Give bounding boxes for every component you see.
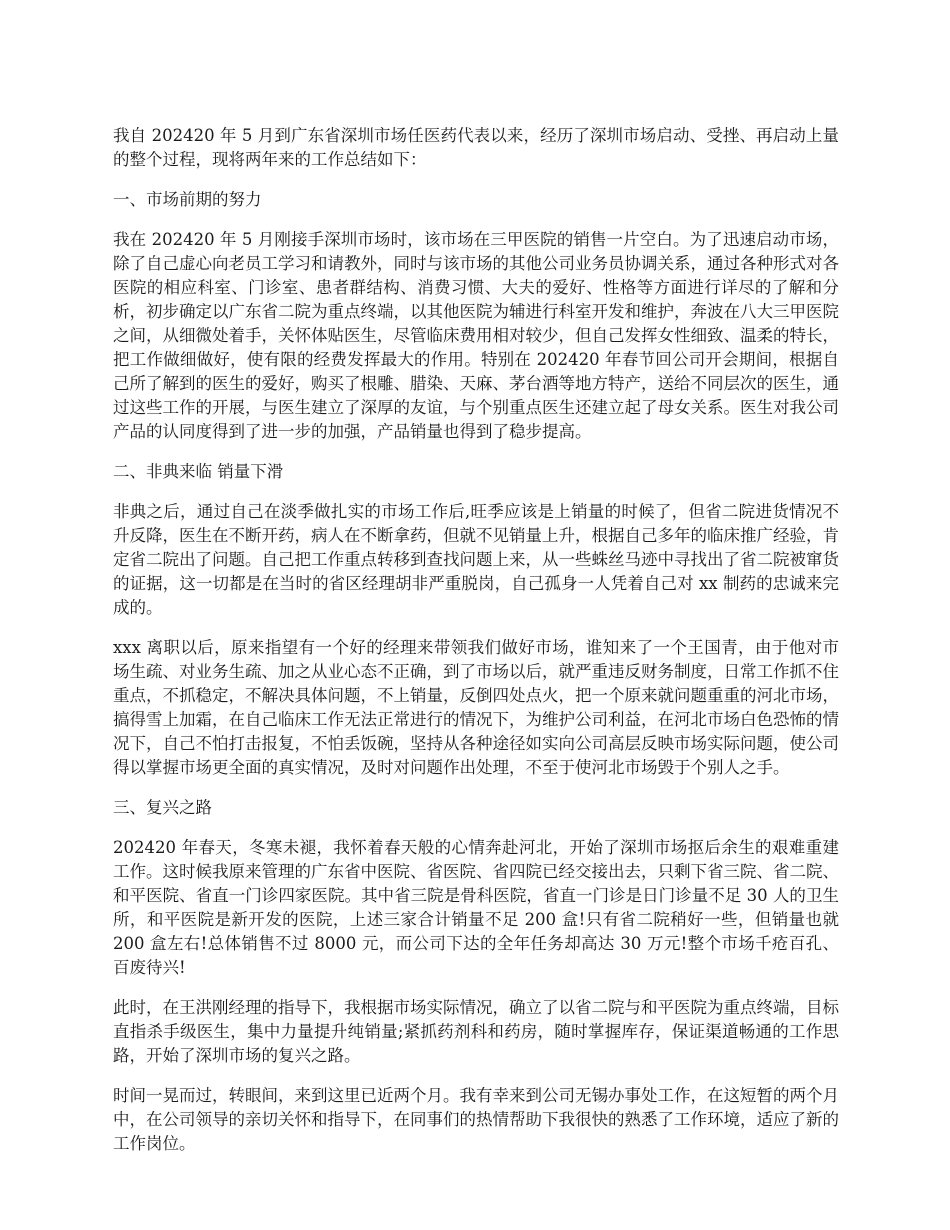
section-1-heading: 一、市场前期的努力 <box>113 190 262 209</box>
section-3-paragraph-2: 此时，在王洪刚经理的指导下，我根据市场实际情况，确立了以省二院与和平医院为重点终端，目标直指杀手级医生，集中力量提升纯销量;紧抓药剂科和药房，随时掌握库存，保证渠道畅通的工作思路，开始了深圳市场的复兴之路。 <box>113 998 839 1065</box>
section-2-paragraph-2: xxx 离职以后，原来指望有一个好的经理来带领我们做好市场，谁知来了一个王国青，由于他对市场生疏、对业务生疏、加之从业心态不正确，到了市场以后，就严重违反财务制度，日常工作抓不住重点，不抓稳定，不解决具体问题，不上销量，反倒四处点火，把一个原来就问题重重的河北市场，搞得雪上加霜，在自己临床工作无法正常进行的情况下，为维护公司利益，在河北市场白色恐怖的情况下，自己不怕打击报复，不怕丢饭碗，坚持从各种途径如实向公司高层反映市场实际问题，使公司得以掌握市场更全面的真实情况，及时对问题作出处理，不至于使河北市场毁于个别人之手。 <box>113 638 839 777</box>
intro-paragraph: 我自 202420 年 5 月到广东省深圳市场任医药代表以来，经历了深圳市场启动、受挫、再启动上量的整个过程，现将两年来的工作总结如下： <box>113 126 839 169</box>
section-3-paragraph-3: 时间一晃而过，转眼间，来到这里已近两个月。我有幸来到公司无锡办事处工作，在这短暂的两个月中，在公司领导的亲切关怀和指导下，在同事们的热情帮助下我很快的熟悉了工作环境，适应了新的工作岗位。 <box>113 1086 839 1153</box>
section-2-paragraph-1: 非典之后，通过自己在淡季做扎实的市场工作后,旺季应该是上销量的时候了，但省二院进货情况不升反降，医生在不断开药，病人在不断拿药，但就不见销量上升，根据自己多年的临床推广经验，肯定省二院出了问题。自己把工作重点转移到查找问题上来，从一些蛛丝马迹中寻找出了省二院被窜货的证据，这一切都是在当时的省区经理胡非严重脱岗，自己孤身一人凭着自己对 xx 制药的忠诚来完成的。 <box>113 502 839 617</box>
section-1-paragraph-1: 我在 202420 年 5 月刚接手深圳市场时，该市场在三甲医院的销售一片空白。为了迅速启动市场，除了自己虚心向老员工学习和请教外，同时与该市场的其他公司业务员协调关系，通过各种形式对各医院的相应科室、门诊室、患者群结构、消费习惯、大夫的爱好、性格等方面进行详尽的了解和分析，初步确定以广东省二院为重点终端，以其他医院为辅进行科室开发和维护，奔波在八大三甲医院之间，从细微处着手，关怀体贴医生，尽管临床费用相对较少，但自己发挥女性细致、温柔的特长，把工作做细做好，使有限的经费发挥最大的作用。特别在 202420 年春节回公司开会期间，根据自己所了解到的医生的爱好，购买了根雕、腊染、天麻、茅台酒等地方特产，送给不同层次的医生，通过这些工作的开展，与医生建立了深厚的友谊，与个别重点医生还建立起了母女关系。医生对我公司产品的认同度得到了进一步的加强，产品销量也得到了稳步提高。 <box>113 230 839 441</box>
section-2-heading: 二、非典来临 销量下滑 <box>113 462 284 481</box>
section-3-paragraph-1: 202420 年春天，冬寒未褪，我怀着春天般的心情奔赴河北，开始了深圳市场抠后余生的艰难重建工作。这时候我原来管理的广东省中医院、省医院、省四院已经交接出去，只剩下省三院、省二院、和平医院、省直一门诊四家医院。其中省三院是骨科医院，省直一门诊是日门诊量不足 30 人的卫生所，和平医院是新开发的医院，上述三家合计销量不足 200 盒!只有省二院稍好一些，但销量也就 200 盒左右!总体销售不过 8000 元，而公司下达的全年任务却高达 30 万元!整个市场千疮百孔、百废待兴! <box>113 838 839 977</box>
section-3-heading: 三、复兴之路 <box>113 798 212 817</box>
document-body <box>113 124 839 1172</box>
